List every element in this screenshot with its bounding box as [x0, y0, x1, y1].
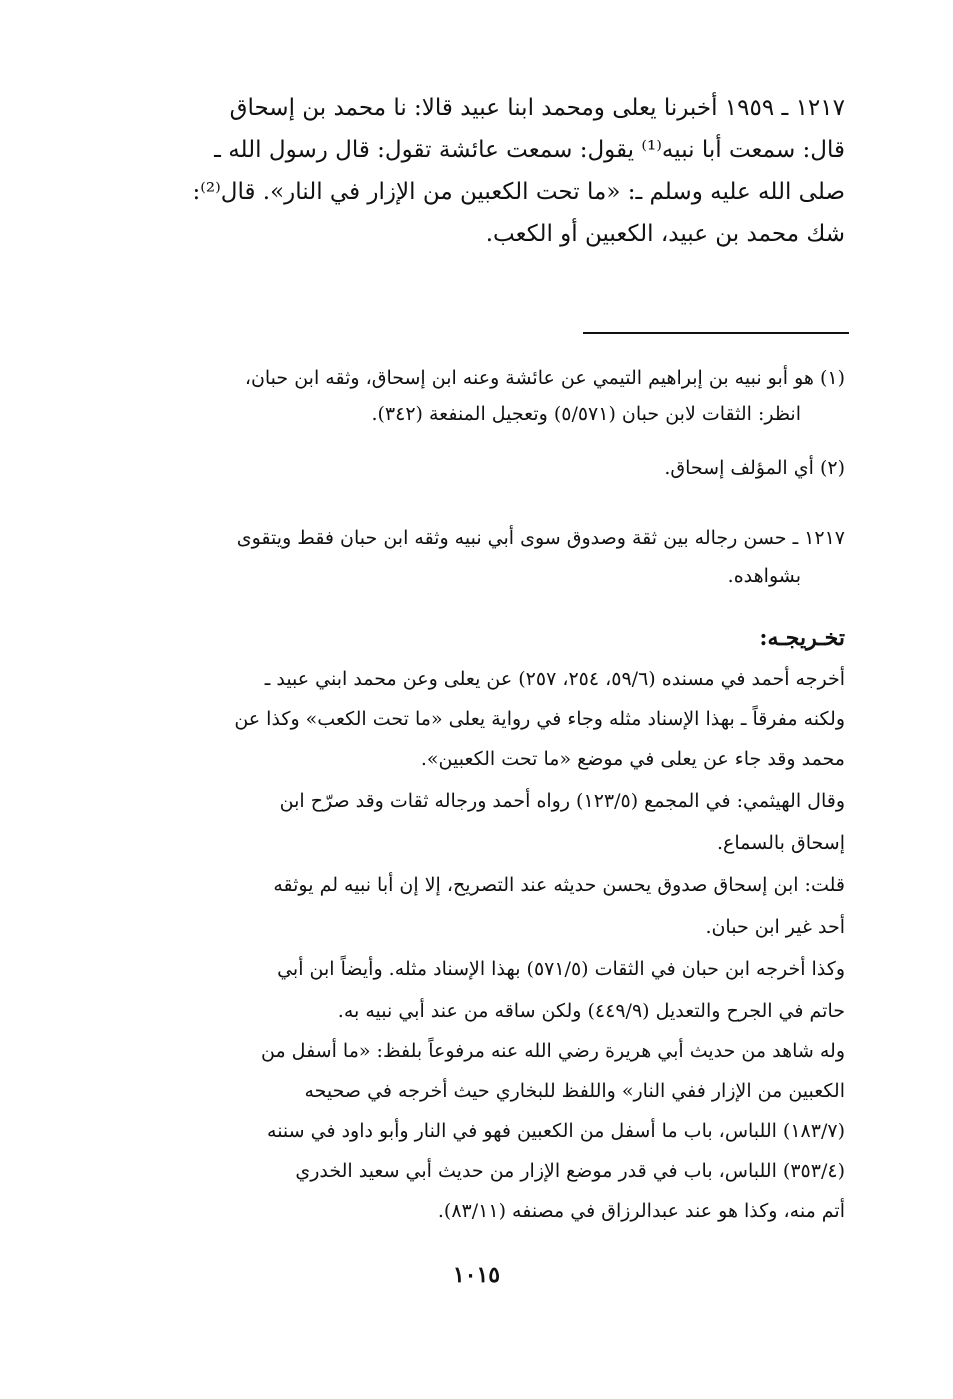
page-number: ١٠١٥ [452, 1262, 501, 1288]
takhrij-line: (٣٥٣/٤) اللباس، باب في قدر موضع الإزار من حديث أبي سعيد الخدري [295, 1160, 845, 1182]
hadith-line: ١٢١٧ ـ ١٩٥٩ أخبرنا يعلى ومحمد ابنا عبيد قالا: نا محمد بن إسحاق [229, 95, 845, 121]
takhrij-heading: تخـريجـه: [759, 625, 845, 651]
takhrij-line: حاتم في الجرح والتعديل (٤٤٩/٩) ولكن ساقه من عند أبي نبيه به. [337, 1000, 845, 1022]
takhrij-line: أحد غير ابن حبان. [705, 916, 845, 938]
takhrij-line: قلت: ابن إسحاق صدوق يحسن حديثه عند التصريح، إلا إن أبا نبيه لم يوثقه [273, 874, 845, 896]
takhrij-line: وله شاهد من حديث أبي هريرة رضي الله عنه مرفوعاً بلفظ: «ما أسفل من [261, 1040, 845, 1062]
grading-line: ١٢١٧ ـ حسن رجاله بين ثقة وصدوق سوى أبي نبيه وثقه ابن حبان فقط ويتقوى [236, 527, 845, 549]
takhrij-line: أتم منه، وكذا هو عند عبدالرزاق في مصنفه (٨٣/١١). [437, 1200, 845, 1222]
footnote-line: انظر: الثقات لابن حبان (٥/٥٧١) وتعجيل المنفعة (٣٤٢). [371, 403, 801, 425]
footnote-line: (٢) أي المؤلف إسحاق. [664, 457, 845, 479]
takhrij-line: إسحاق بالسماع. [717, 832, 845, 854]
footnote-separator [583, 332, 849, 334]
takhrij-line: وكذا أخرجه ابن حبان في الثقات (٥٧١/٥) بهذا الإسناد مثله. وأيضاً ابن أبي [277, 958, 845, 980]
grading-line: بشواهده. [727, 565, 801, 587]
takhrij-line: (١٨٣/٧) اللباس، باب ما أسفل من الكعبين فهو في النار وأبو داود في سننه [267, 1120, 845, 1142]
hadith-line: صلى الله عليه وسلم ـ: «ما تحت الكعبين من الإزار في النار». قال⁽²⁾: [192, 179, 845, 205]
takhrij-line: محمد وقد جاء عن يعلى في موضع «ما تحت الكعبين». [420, 748, 845, 770]
hadith-line: شك محمد بن عبيد، الكعبين أو الكعب. [485, 221, 845, 247]
takhrij-line: أخرجه أحمد في مسنده (٥٩/٦، ٢٥٤، ٢٥٧) عن يعلى وعن محمد ابني عبيد ـ [264, 668, 845, 690]
hadith-line: قال: سمعت أبا نبيه⁽¹⁾ يقول: سمعت عائشة تقول: قال رسول الله ـ [214, 137, 845, 163]
takhrij-line: ولكنه مفرقاً ـ بهذا الإسناد مثله وجاء في رواية يعلى «ما تحت الكعب» وكذا عن [234, 708, 845, 730]
takhrij-line: الكعبين من الإزار ففي النار» واللفظ للبخاري حيث أخرجه في صحيحه [304, 1080, 845, 1102]
footnote-line: (١) هو أبو نبيه بن إبراهيم التيمي عن عائشة وعنه ابن إسحاق، وثقه ابن حبان، [244, 367, 845, 389]
takhrij-line: وقال الهيثمي: في المجمع (١٢٣/٥) رواه أحمد ورجاله ثقات وقد صرّح ابن [279, 790, 845, 812]
